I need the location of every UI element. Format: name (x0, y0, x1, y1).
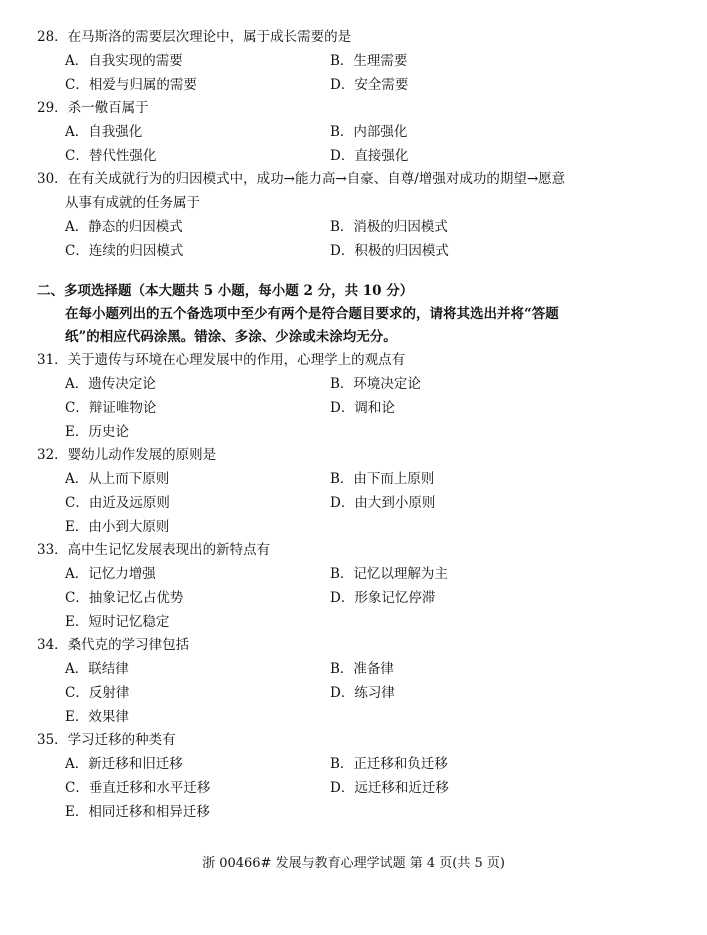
option-d: D．调和论 (330, 400, 395, 416)
option-e: E．历史论 (65, 424, 129, 440)
option-b: B．准备律 (330, 661, 394, 677)
option-c: C．抽象记忆占优势 (65, 590, 184, 606)
option-a: A．自我强化 (65, 124, 143, 140)
option-b: B．正迁移和负迁移 (330, 756, 448, 772)
option-a: A．新迁移和旧迁移 (65, 756, 183, 772)
question-stem: 30．在有关成就行为的归因模式中，成功→能力高→自豪、自尊/增强对成功的期望→愿意 (37, 171, 566, 187)
option-d: D．安全需要 (330, 77, 409, 93)
option-c: C．由近及远原则 (65, 495, 170, 511)
option-d: D．积极的归因模式 (330, 243, 449, 259)
option-c: C．垂直迁移和水平迁移 (65, 780, 211, 796)
option-a: A．记忆力增强 (65, 566, 156, 582)
section-instructions: 在每小题列出的五个备选项中至少有两个是符合题目要求的，请将其选出并将“答题 (65, 306, 559, 322)
option-d: D．直接强化 (330, 148, 409, 164)
option-d: D．远迁移和近迁移 (330, 780, 449, 796)
option-a: A．从上而下原则 (65, 471, 170, 487)
option-b: B．消极的归因模式 (330, 219, 448, 235)
question-stem-continued: 从事有成就的任务属于 (65, 195, 200, 211)
option-a: A．自我实现的需要 (65, 53, 183, 69)
option-e: E．短时记忆稳定 (65, 614, 170, 630)
option-a: A．联结律 (65, 661, 129, 677)
option-b: B．记忆以理解为主 (330, 566, 448, 582)
option-c: C．连续的归因模式 (65, 243, 184, 259)
option-b: B．生理需要 (330, 53, 408, 69)
option-d: D．形象记忆停滞 (330, 590, 436, 606)
page-footer: 浙 00466# 发展与教育心理学试题 第 4 页(共 5 页) (202, 856, 505, 871)
option-b: B．环境决定论 (330, 376, 421, 392)
question-stem: 28．在马斯洛的需要层次理论中，属于成长需要的是 (37, 29, 352, 45)
option-c: C．辩证唯物论 (65, 400, 157, 416)
question-stem: 33．高中生记忆发展表现出的新特点有 (37, 542, 271, 558)
option-b: B．由下而上原则 (330, 471, 435, 487)
question-stem: 32．婴幼儿动作发展的原则是 (37, 447, 217, 463)
question-stem: 35．学习迁移的种类有 (37, 732, 176, 748)
option-c: C．相爱与归属的需要 (65, 77, 197, 93)
question-stem: 29．杀一儆百属于 (37, 100, 149, 116)
option-d: D．练习律 (330, 685, 395, 701)
option-e: E．相同迁移和相异迁移 (65, 804, 210, 820)
option-c: C．替代性强化 (65, 148, 157, 164)
option-a: A．遗传决定论 (65, 376, 156, 392)
option-c: C．反射律 (65, 685, 130, 701)
question-stem: 34．桑代克的学习律包括 (37, 637, 190, 653)
section-instructions-continued: 纸”的相应代码涂黑。错涂、多涂、少涂或未涂均无分。 (65, 329, 397, 345)
option-e: E．效果律 (65, 709, 129, 725)
option-e: E．由小到大原则 (65, 519, 170, 535)
option-d: D．由大到小原则 (330, 495, 436, 511)
option-b: B．内部强化 (330, 124, 408, 140)
question-stem: 31．关于遗传与环境在心理发展中的作用，心理学上的观点有 (37, 352, 406, 368)
section-heading: 二、多项选择题（本大题共 5 小题，每小题 2 分，共 10 分） (37, 283, 414, 299)
option-a: A．静态的归因模式 (65, 219, 183, 235)
